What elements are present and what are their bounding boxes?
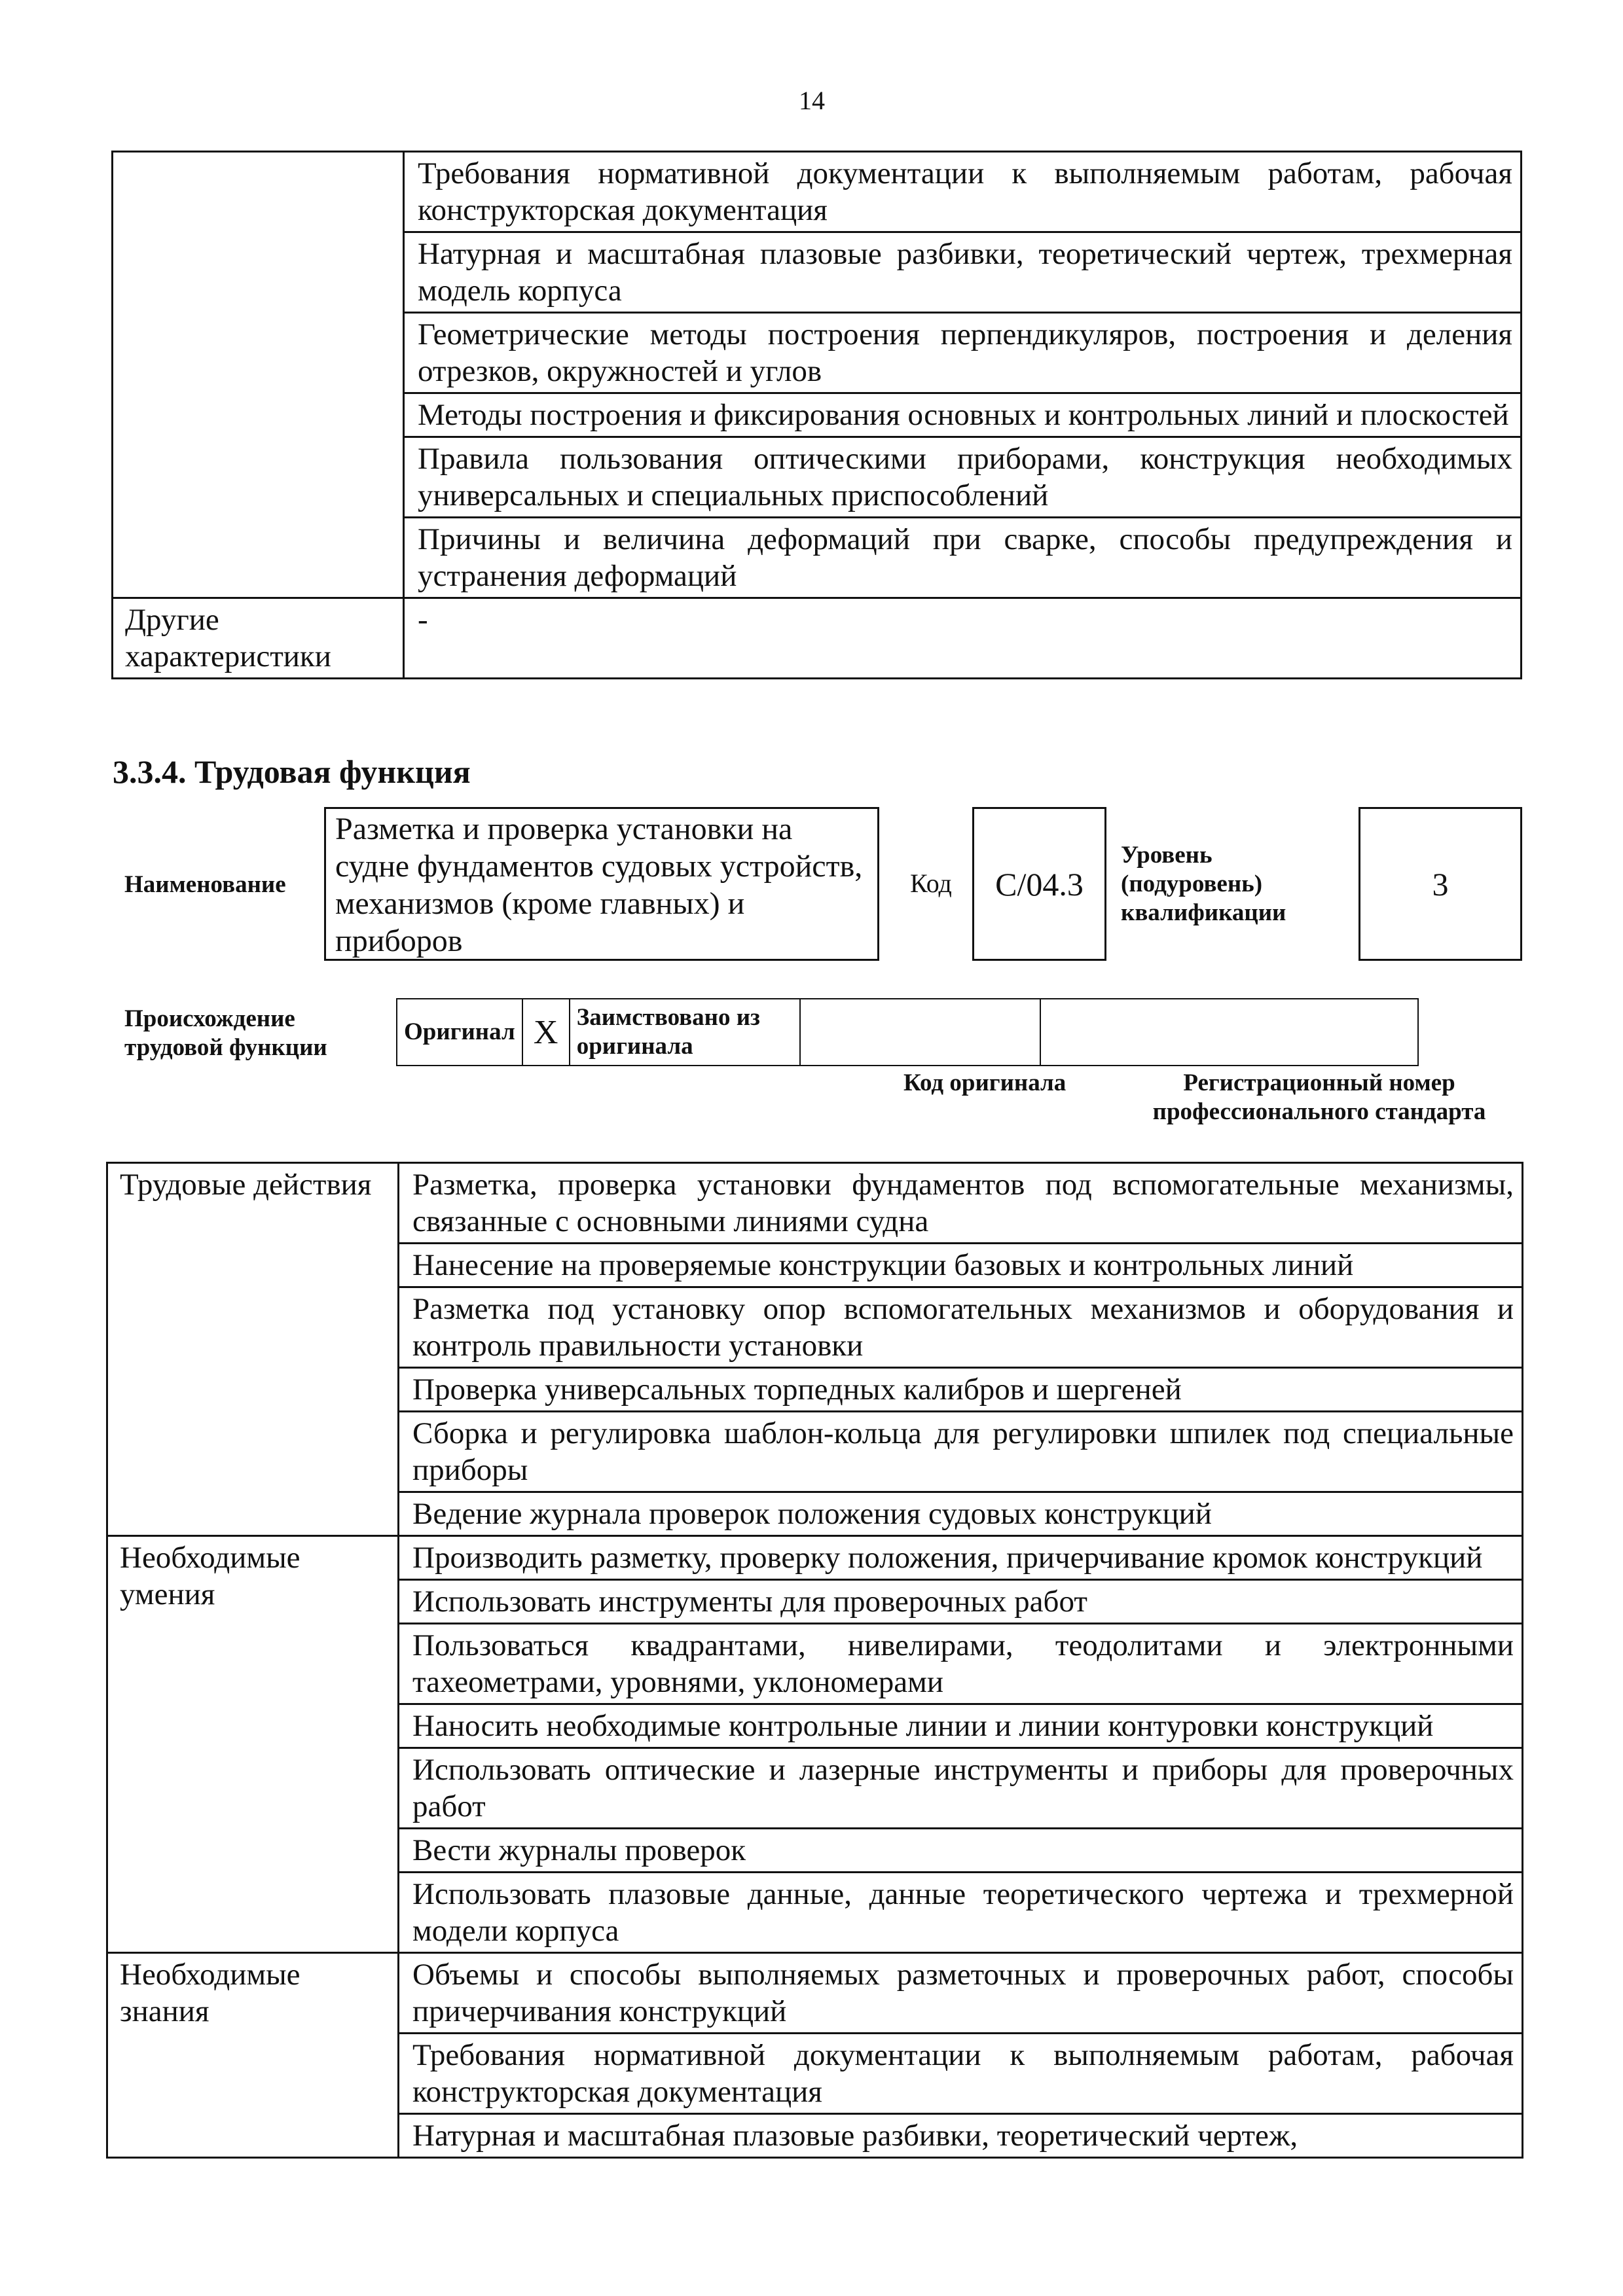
level-value: 3 <box>1432 865 1449 903</box>
other-characteristics-value: - <box>404 598 1522 679</box>
code-value: C/04.3 <box>995 865 1084 903</box>
function-name-value: Разметка и проверка установки на судне фундаментов судовых устройств, механизмов (кроме главных) и приборов <box>335 812 863 958</box>
origin-label: Происхождение трудовой функции <box>124 1005 327 1061</box>
knowledge-continuation-table <box>111 151 1522 679</box>
code-box <box>972 807 1106 961</box>
group-item: Производить разметку, проверку положения, причерчивание кромок конструкций <box>399 1536 1523 1580</box>
registration-number-cell <box>1040 999 1418 1066</box>
group-item: Объемы и способы выполняемых разметочных и проверочных работ, способы причерчивания конструкций <box>399 1953 1523 2034</box>
group-item: Пользоваться квадрантами, нивелирами, теодолитами и электронными тахеометрами, уровнями, уклономерами <box>399 1624 1523 1704</box>
level-box <box>1359 807 1522 961</box>
knowledge-item: Геометрические методы построения перпендикуляров, построения и деления отрезков, окружностей и углов <box>404 313 1522 393</box>
labor-function-table <box>106 1162 1523 2159</box>
group-item: Ведение журнала проверок положения судовых конструкций <box>399 1492 1523 1536</box>
code-label: Код <box>910 869 952 898</box>
knowledge-item: Правила пользования оптическими приборами, конструкция необходимых универсальных и специальных приспособлений <box>404 437 1522 518</box>
original-label: Оригинал <box>397 999 522 1066</box>
group-item: Нанесение на проверяемые конструкции базовых и контрольных линий <box>399 1244 1523 1287</box>
group-label: Необходимые знания <box>107 1953 399 2158</box>
knowledge-item: Методы построения и фиксирования основных и контрольных линий и плоскостей <box>404 393 1522 437</box>
code-original-caption: Код оригинала <box>903 1069 1067 1096</box>
original-code-cell <box>800 999 1040 1066</box>
level-label: Уровень (подуровень) квалификации <box>1121 842 1286 926</box>
group-item: Наносить необходимые контрольные линии и линии контуровки конструкций <box>399 1704 1523 1748</box>
origin-table <box>396 998 1419 1066</box>
row-label-cell <box>113 152 404 598</box>
group-item: Требования нормативной документации к выполняемым работам, рабочая конструкторская документация <box>399 2034 1523 2114</box>
original-mark: X <box>522 999 570 1066</box>
other-characteristics-label: Другие характеристики <box>113 598 404 679</box>
group-item: Сборка и регулировка шаблон-кольца для регулировки шпилек под специальные приборы <box>399 1412 1523 1492</box>
table-row <box>107 1163 1523 1244</box>
table-row <box>107 1536 1523 1580</box>
knowledge-item: Натурная и масштабная плазовые разбивки, теоретический чертеж, трехмерная модель корпуса <box>404 232 1522 313</box>
function-name-box <box>324 807 879 961</box>
group-item: Вести журналы проверок <box>399 1829 1523 1873</box>
name-label: Наименование <box>124 871 286 898</box>
group-label: Трудовые действия <box>107 1163 399 1536</box>
borrowed-label: Заимствовано из оригинала <box>570 999 800 1066</box>
group-item: Использовать плазовые данные, данные теоретического чертежа и трехмерной модели корпуса <box>399 1873 1523 1953</box>
group-item: Натурная и масштабная плазовые разбивки, теоретический чертеж, <box>399 2114 1523 2158</box>
group-item: Использовать инструменты для проверочных работ <box>399 1580 1523 1624</box>
knowledge-item: Требования нормативной документации к выполняемым работам, рабочая конструкторская документация <box>404 152 1522 232</box>
page-number: 14 <box>799 86 825 115</box>
group-item: Разметка под установку опор вспомогательных механизмов и оборудования и контроль правильности установки <box>399 1287 1523 1368</box>
knowledge-item: Причины и величина деформаций при сварке, способы предупреждения и устранения деформаций <box>404 518 1522 598</box>
table-row <box>107 1953 1523 2034</box>
table-row <box>113 152 1522 232</box>
group-label: Необходимые умения <box>107 1536 399 1953</box>
group-item: Разметка, проверка установки фундаментов под вспомогательные механизмы, связанные с основными линиями судна <box>399 1163 1523 1244</box>
section-heading: 3.3.4. Трудовая функция <box>113 753 471 790</box>
registration-number-caption: Регистрационный номер профессионального стандарта <box>1152 1069 1486 1125</box>
table-row <box>113 598 1522 679</box>
group-item: Использовать оптические и лазерные инструменты и приборы для проверочных работ <box>399 1748 1523 1829</box>
group-item: Проверка универсальных торпедных калибров и шергеней <box>399 1368 1523 1412</box>
